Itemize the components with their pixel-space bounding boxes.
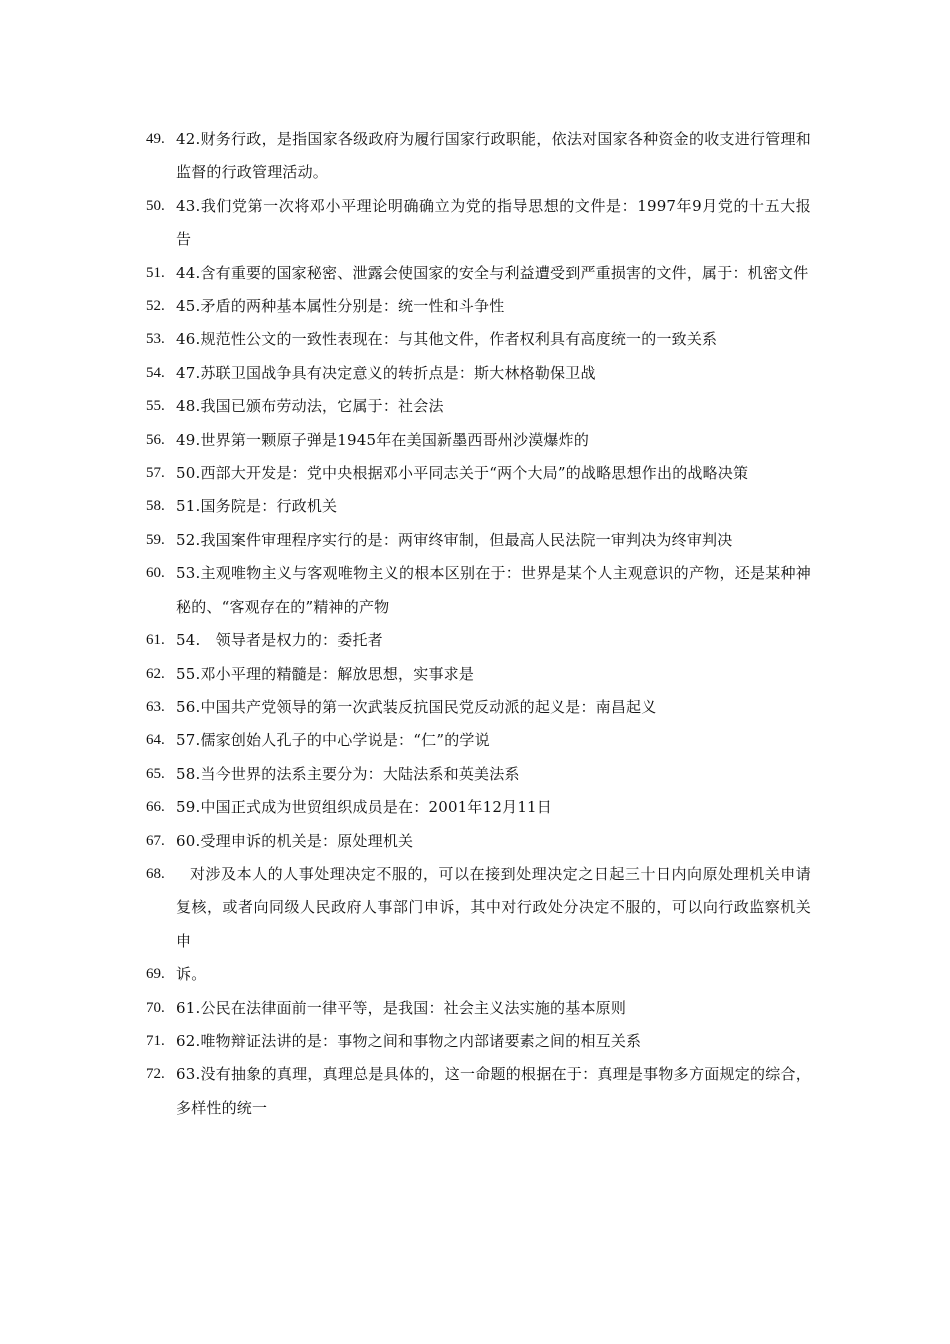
line-number: 56. (146, 431, 165, 448)
list-item (146, 290, 811, 323)
list-item (146, 992, 811, 1025)
list-item (146, 624, 811, 657)
list-item (146, 1058, 811, 1125)
list-item (146, 123, 811, 190)
item-text: 60.受理申诉的机关是：原处理机关 (176, 831, 414, 850)
item-text: 52.我国案件审理程序实行的是：两审终审制，但最高人民法院一审判决为终审判决 (176, 530, 733, 549)
list-item (146, 1025, 811, 1058)
item-text: 48.我国已颁布劳动法，它属于：社会法 (176, 397, 444, 416)
list-item (146, 557, 811, 624)
item-text: 诉。 (176, 965, 207, 984)
list-item (146, 190, 811, 257)
line-number: 61. (146, 632, 165, 649)
item-text: 63.没有抽象的真理，真理总是具体的，这一命题的根据在于：真理是事物多方面规定的综合，多样性的统一 (176, 1065, 811, 1117)
item-text: 44.含有重要的国家秘密、泄露会使国家的安全与利益遭受到严重损害的文件，属于：机密文件 (176, 263, 809, 282)
item-text: 对涉及本人的人事处理决定不服的，可以在接到处理决定之日起三十日内向原处理机关申请复核，或者向同级人民政府人事部门申诉，其中对行政处分决定不服的，可以向行政监察机关申 (176, 864, 811, 950)
item-text: 46.规范性公文的一致性表现在：与其他文件，作者权利具有高度统一的一致关系 (176, 330, 718, 349)
item-text: 49.世界第一颗原子弹是1945年在美国新墨西哥州沙漠爆炸的 (176, 430, 590, 449)
item-text: 55.邓小平理的精髓是：解放思想，实事求是 (176, 664, 475, 683)
item-text: 50.西部大开发是：党中央根据邓小平同志关于“两个大局”的战略思想作出的战略决策 (176, 464, 749, 483)
item-text: 53.主观唯物主义与客观唯物主义的根本区别在于：世界是某个人主观意识的产物，还是某种神秘的、“客观存在的”精神的产物 (176, 564, 811, 616)
line-number: 68. (146, 865, 165, 882)
item-text: 51.国务院是：行政机关 (176, 497, 338, 516)
line-number: 50. (146, 197, 165, 214)
item-text: 56.中国共产党领导的第一次武装反抗国民党反动派的起义是：南昌起义 (176, 697, 657, 716)
list-item (146, 858, 811, 958)
line-number: 58. (146, 498, 165, 515)
line-number: 60. (146, 565, 165, 582)
line-number: 70. (146, 999, 165, 1016)
line-number: 55. (146, 398, 165, 415)
line-number: 57. (146, 465, 165, 482)
item-text: 43.我们党第一次将邓小平理论明确确立为党的指导思想的文件是：1997年9月党的十五大报告 (176, 196, 811, 249)
list-item (146, 390, 811, 423)
list-item (146, 958, 811, 991)
line-number: 69. (146, 966, 165, 983)
list-item (146, 257, 811, 290)
item-text: 58.当今世界的法系主要分为：大陆法系和英美法系 (176, 764, 520, 783)
line-number: 67. (146, 832, 165, 849)
line-number: 54. (146, 364, 165, 381)
list-item (146, 424, 811, 457)
list-item (146, 658, 811, 691)
line-number: 59. (146, 531, 165, 548)
item-text: 45.矛盾的两种基本属性分别是：统一性和斗争性 (176, 297, 505, 316)
list-item (146, 825, 811, 858)
list-item (146, 724, 811, 757)
line-number: 66. (146, 799, 165, 816)
line-number: 53. (146, 331, 165, 348)
item-text: 47.苏联卫国战争具有决定意义的转折点是：斯大林格勒保卫战 (176, 363, 596, 382)
list-item (146, 490, 811, 523)
list-item (146, 791, 811, 824)
list-item (146, 758, 811, 791)
item-text: 42.财务行政，是指国家各级政府为履行国家行政职能，依法对国家各种资金的收支进行管理和监督的行政管理活动。 (176, 130, 811, 182)
item-text: 62.唯物辩证法讲的是：事物之间和事物之内部诸要素之间的相互关系 (176, 1031, 642, 1050)
item-text: 57.儒家创始人孔子的中心学说是：“仁”的学说 (176, 731, 490, 750)
line-number: 63. (146, 698, 165, 715)
line-number: 71. (146, 1032, 165, 1049)
item-text: 61.公民在法律面前一律平等，是我国：社会主义法实施的基本原则 (176, 998, 627, 1017)
line-number: 49. (146, 131, 165, 147)
line-number: 62. (146, 665, 165, 682)
numbered-list (146, 123, 811, 1125)
line-number: 52. (146, 298, 165, 315)
list-item (146, 524, 811, 557)
line-number: 64. (146, 732, 165, 749)
item-text: 54. 领导者是权力的：委托者 (176, 631, 383, 650)
line-number: 72. (146, 1066, 165, 1083)
line-number: 65. (146, 765, 165, 782)
list-item (146, 323, 811, 356)
list-item (146, 691, 811, 724)
line-number: 51. (146, 264, 165, 281)
list-item (146, 457, 811, 490)
list-item (146, 357, 811, 390)
item-text: 59.中国正式成为世贸组织成员是在：2001年12月11日 (176, 798, 553, 817)
